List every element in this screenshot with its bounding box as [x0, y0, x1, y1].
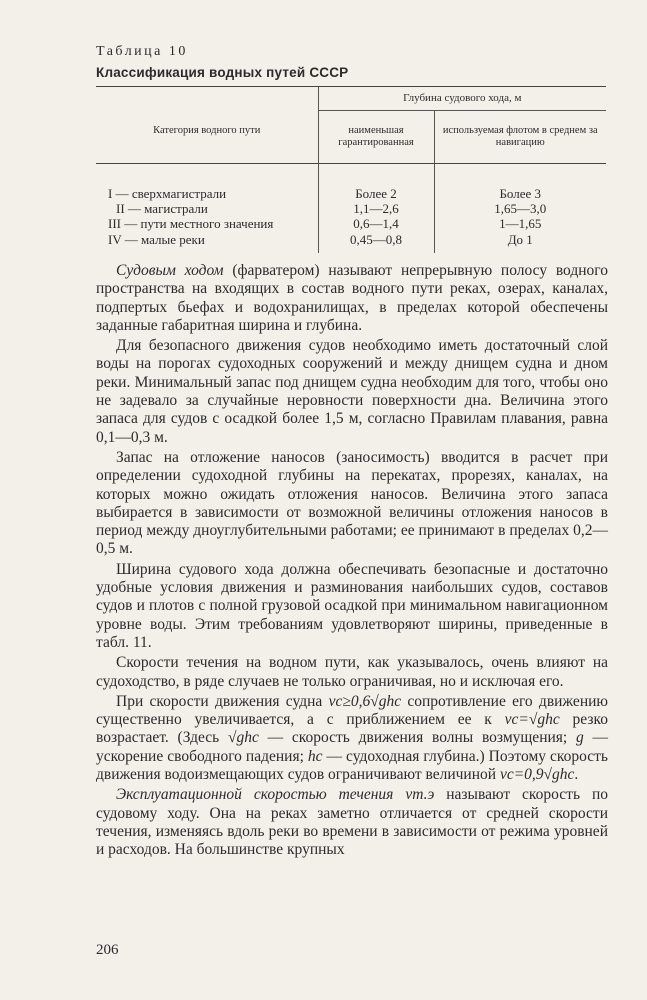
row-min-depth: 1,1—2,6	[318, 201, 434, 216]
row-min-depth: Более 2	[318, 164, 434, 202]
waterway-classification-table	[96, 86, 606, 253]
row-category: I — сверхмагистрали	[108, 186, 227, 201]
row-used-depth: До 1	[434, 232, 606, 253]
table-label: Таблица 10	[96, 44, 188, 59]
header-min-depth: наименьшая гарантированная	[318, 110, 434, 163]
paragraph-text: называют скорость по судовому ходу. Она на реках заметно отличается от средней скорости течения, изменяясь вдоль реки во времени в зависимости от режима уровней и расходов. На большинстве крупных	[96, 786, 608, 859]
row-category: II — магистрали	[116, 201, 208, 217]
formula: vc=√ghc	[504, 711, 560, 729]
body-text	[96, 262, 608, 862]
row-used-depth: 1,65—3,0	[434, 201, 606, 216]
table-row	[96, 216, 606, 231]
paragraph-safety-margin: Для безопасного движения судов необходимо иметь достаточный слой воды на порогах судоходных сооружений и между днищем судна и дном реки. Минимальный запас под днищем судна необходим для того, чтобы оно не задевало за случайные неровности поверхности дна. Величина этого запаса для судов с осадкой более 1,5 м, согласно Правилам плавания, равна 0,1—0,3 м.	[96, 337, 608, 446]
row-used-depth: 1—1,65	[434, 216, 606, 231]
header-depth-group: Глубина судового хода, м	[318, 87, 606, 111]
paragraph-text: (фарватером) называют непрерывную полосу водного пространства на входящих в состав водного пути реках, озерах, каналах, подпертых бьефах и водохранилищах, в пределах которой обеспечены заданные габаритная ширина и глубина.	[96, 262, 609, 334]
row-category: III — пути местного значения	[108, 216, 274, 232]
table-title: Классификация водных путей СССР	[96, 65, 349, 80]
paragraph-vessel-speed	[96, 693, 608, 784]
formula: √ghc	[227, 729, 259, 747]
table-row	[96, 164, 606, 202]
table-row	[96, 201, 606, 216]
row-used-depth: Более 3	[434, 164, 606, 202]
symbol: g	[575, 729, 584, 747]
row-category: IV — малые реки	[108, 231, 205, 247]
term-fairway: Судовым ходом	[116, 262, 224, 279]
paragraph-sediment-margin: Запас на отложение наносов (заносимость) вводится в расчет при определении судоходной глубины на перекатах, прорезях, каналах, на которых можно ожидать отложения наносов. Величина этого запаса выбирается в зависимости от возможной величины отложения наносов в период между дноуглубительными работами; ее принимают в пределах 0,2—0,5 м.	[96, 448, 608, 558]
header-used-depth: используемая флотом в среднем за навигацию	[434, 110, 606, 163]
row-min-depth: 0,6—1,4	[318, 216, 434, 231]
row-min-depth: 0,45—0,8	[318, 232, 434, 253]
paragraph-operational-speed	[96, 786, 608, 859]
paragraph-text: При скорости движения судна	[116, 692, 329, 710]
paragraph-text: сопротивление его движению существенно увеличивается, а с приближением ее к	[96, 692, 608, 729]
formula: vc≥0,6√ghc	[328, 692, 402, 710]
table-row	[96, 232, 606, 253]
formula: vc=0,9√ghc	[499, 766, 575, 784]
symbol: vт.э	[405, 786, 435, 804]
symbol: hc	[307, 747, 323, 765]
paragraph-fairway-width: Ширина судового хода должна обеспечивать безопасные и достаточно удобные условия движения и разминования наибольших судов, составов судов и плотов с полной грузовой осадкой при минимальном навигационном уровне воды. Этим требованиям удовлетворяют ширины, приведенные в табл. 11.	[96, 560, 608, 651]
paragraph-fairway-definition	[96, 262, 608, 335]
term-operational-speed: Эксплуатационной скоростью течения	[116, 786, 394, 804]
paragraph-current-speed: Скорости течения на водном пути, как указывалось, очень влияют на судоходство, в ряде случаев не только ограничивая, но и исключая его.	[96, 654, 608, 690]
paragraph-text: — ускорение свободного падения;	[96, 729, 608, 765]
page-number: 206	[96, 942, 119, 958]
paragraph-text: — скорость движения волны возмущения;	[258, 729, 576, 747]
paragraph-text: резко возрастает. (Здесь	[96, 711, 608, 747]
header-category: Категория водного пути	[96, 87, 318, 164]
paragraph-text: .	[574, 766, 579, 784]
paragraph-text: — судоходная глубина.) Поэтому скорость движения водоизмещающих судов ограничивают величиной	[96, 747, 608, 784]
